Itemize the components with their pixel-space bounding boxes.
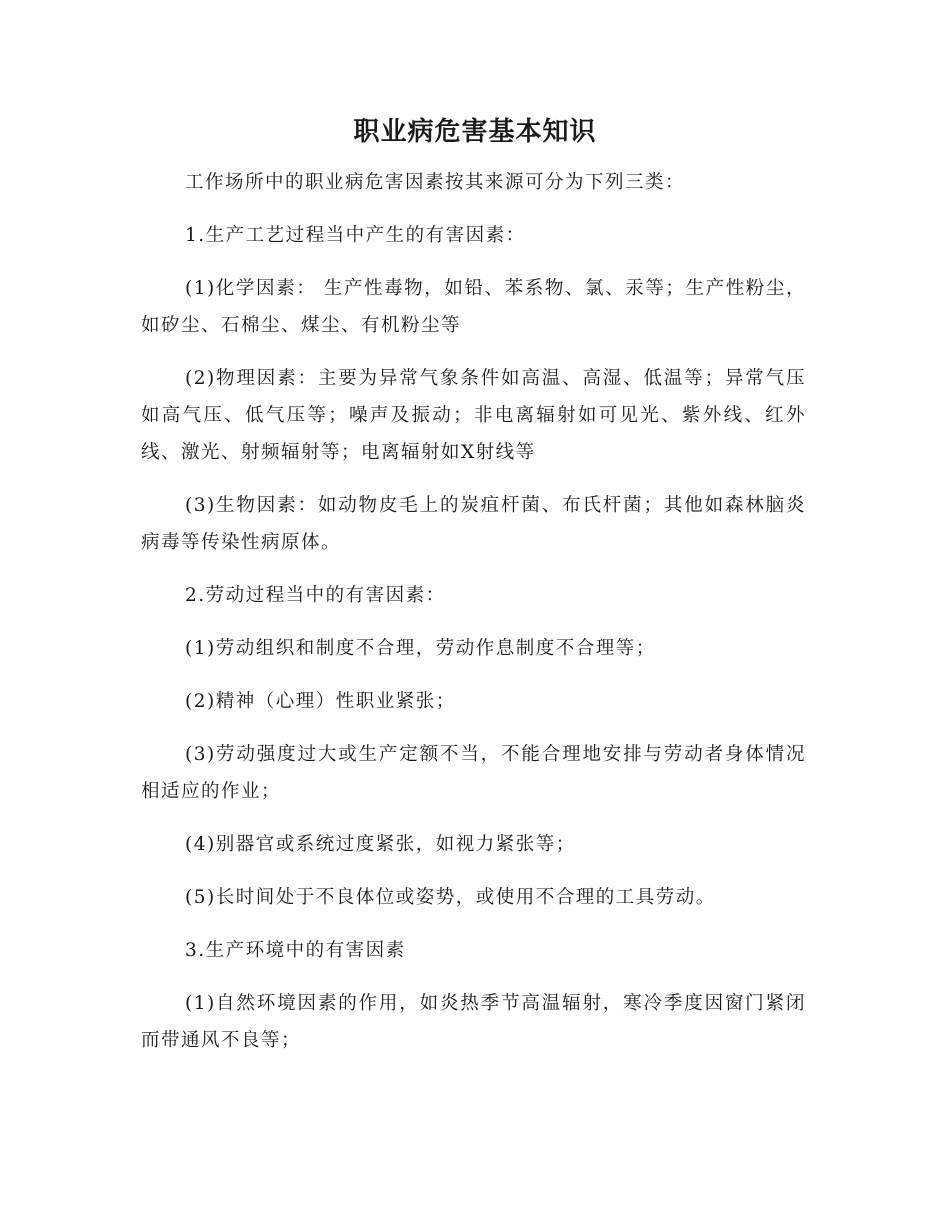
page-title: 职业病危害基本知识 [353,117,597,147]
paragraph-labor-organization: (1)劳动组织和制度不合理，劳动作息制度不合理等； [185,638,656,659]
paragraph-natural-environment: (1)自然环境因素的作用，如炎热季节高温辐射，寒冷季度因窗门紧闭而带通风不良等； [141,993,806,1051]
section-heading-1: 1.生产工艺过程当中产生的有害因素： [185,225,526,246]
paragraph-biological-factors: (3)生物因素：如动物皮毛上的炭疽杆菌、布氏杆菌；其他如森林脑炎病毒等传染性病原体。 [141,495,806,553]
paragraph-posture: (5)长时间处于不良体位或姿势，或使用不合理的工具劳动。 [185,887,716,908]
paragraph-chemical-factors: (1)化学因素： 生产性毒物，如铅、苯系物、氯、汞等；生产性粉尘，如矽尘、石棉尘、煤尘、有机粉尘等 [141,278,806,336]
document-body [141,164,806,1075]
paragraph-intro: 工作场所中的职业病危害因素按其来源可分为下列三类： [185,172,686,193]
section-heading-3: 3.生产环境中的有害因素 [185,940,406,961]
paragraph-labor-intensity: (3)劳动强度过大或生产定额不当，不能合理地安排与劳动者身体情况相适应的作业； [141,744,806,802]
paragraph-physical-factors: (2)物理因素：主要为异常气象条件如高温、高湿、低温等；异常气压如高气压、低气压等；噪声及振动；非电离辐射如可见光、紫外线、红外线、激光、射频辐射等；电离辐射如X射线等 [141,368,806,463]
section-heading-2: 2.劳动过程当中的有害因素： [185,585,446,606]
paragraph-mental-stress: (2)精神（心理）性职业紧张； [185,691,456,712]
paragraph-organ-strain: (4)别器官或系统过度紧张，如视力紧张等； [185,834,576,855]
